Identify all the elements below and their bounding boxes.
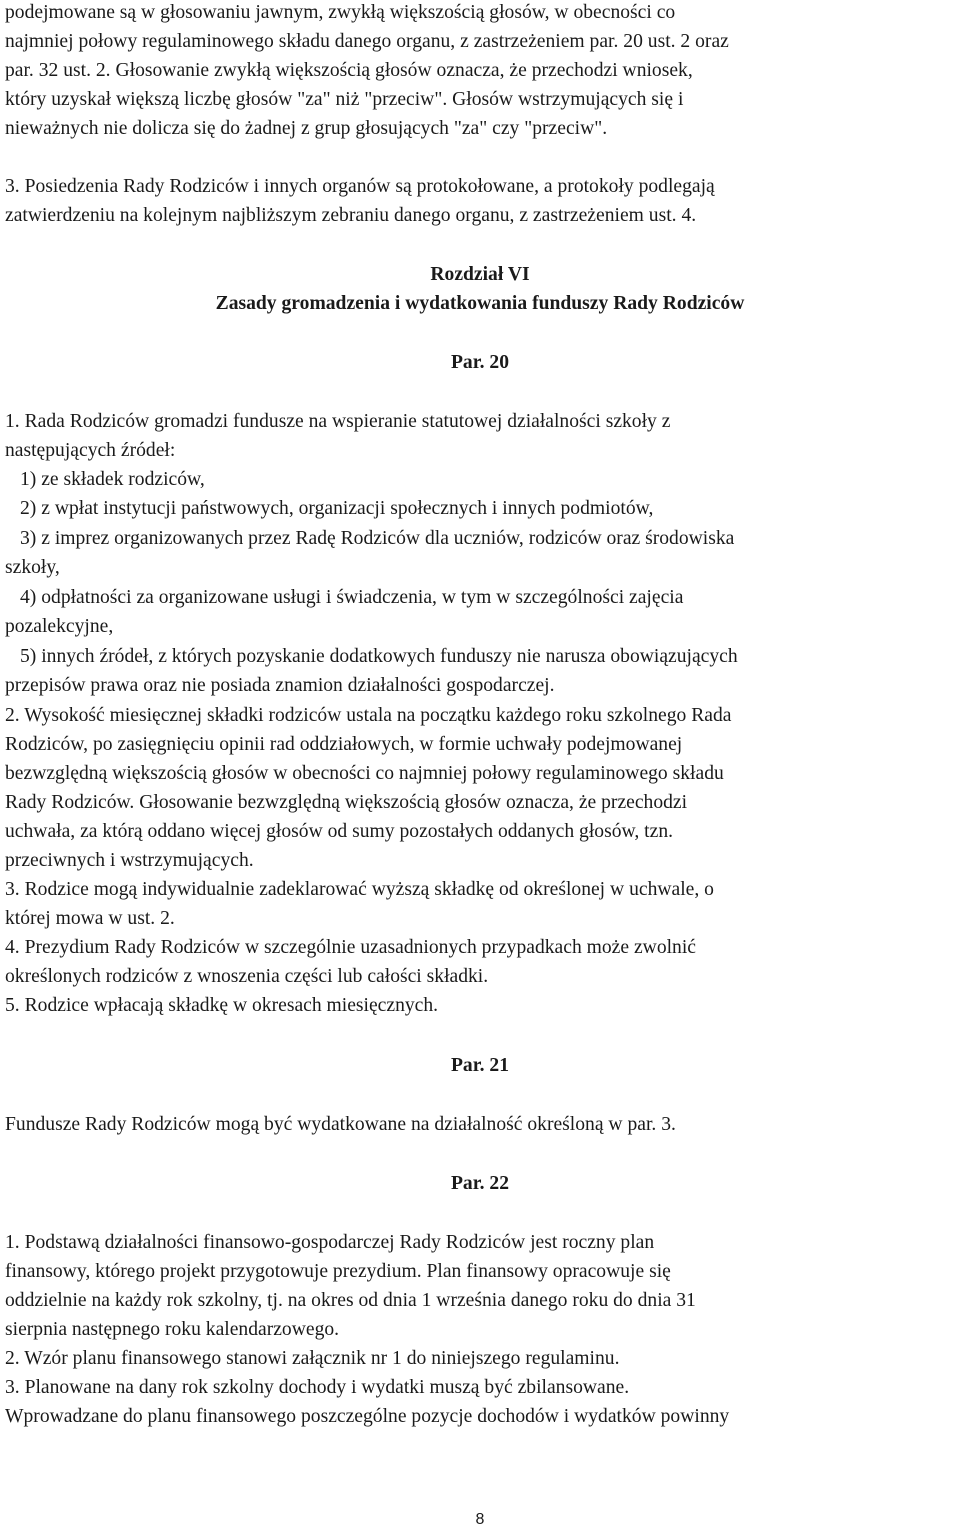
list-item: 4) odpłatności za organizowane usługi i świadczenia, w tym w szczególności zajęcia — [20, 587, 684, 608]
text-line: finansowy, którego projekt przygotowuje prezydium. Plan finansowy opracowuje się — [5, 1261, 671, 1282]
text-line: przepisów prawa oraz nie posiada znamion działalności gospodarczej. — [5, 675, 555, 696]
text-line: zatwierdzeniu na kolejnym najbliższym zebraniu danego organu, z zastrzeżeniem ust. 4. — [5, 205, 697, 226]
text-line: określonych rodziców z wnoszenia części lub całości składki. — [5, 966, 489, 987]
text-line: uchwała, za którą oddano więcej głosów od sumy pozostałych oddanych głosów, tzn. — [5, 821, 674, 842]
text-line: podejmowane są w głosowaniu jawnym, zwykłą większością głosów, w obecności co — [5, 2, 676, 23]
text-line: sierpnia następnego roku kalendarzowego. — [5, 1319, 340, 1340]
text-line: 2. Wysokość miesięcznej składki rodziców ustala na początku każdego roku szkolnego Rada — [5, 705, 732, 726]
list-item: 5) innych źródeł, z których pozyskanie dodatkowych funduszy nie narusza obowiązujących — [20, 646, 738, 667]
text-line: 4. Prezydium Rady Rodziców w szczególnie uzasadnionych przypadkach może zwolnić — [5, 937, 696, 958]
list-item: 2) z wpłat instytucji państwowych, organizacji społecznych i innych podmiotów, — [20, 498, 654, 519]
list-item: 3) z imprez organizowanych przez Radę Rodziców dla uczniów, rodziców oraz środowiska — [20, 528, 735, 549]
text-line: bezwzględną większością głosów w obecności co najmniej połowy regulaminowego składu — [5, 763, 724, 784]
section-heading-par-22: Par. 22 — [450, 1173, 510, 1194]
text-line: 2. Wzór planu finansowego stanowi załącznik nr 1 do niniejszego regulaminu. — [5, 1348, 620, 1369]
text-line: 3. Posiedzenia Rady Rodziców i innych organów są protokołowane, a protokoły podlegają — [5, 176, 715, 197]
chapter-heading: Rozdział VI — [430, 264, 530, 285]
text-line: 3. Planowane na dany rok szkolny dochody i wydatki muszą być zbilansowane. — [5, 1377, 630, 1398]
text-line: pozalekcyjne, — [5, 616, 114, 637]
section-heading-par-21: Par. 21 — [450, 1055, 510, 1076]
text-line: Wprowadzane do planu finansowego poszczególne pozycje dochodów i wydatków powinny — [5, 1406, 730, 1427]
section-heading-par-20: Par. 20 — [450, 352, 510, 373]
text-line: par. 32 ust. 2. Głosowanie zwykłą większością głosów oznacza, że przechodzi wniosek, — [5, 60, 693, 81]
text-line: 1. Rada Rodziców gromadzi fundusze na wspieranie statutowej działalności szkoły z — [5, 411, 671, 432]
text-line: oddzielnie na każdy rok szkolny, tj. na okres od dnia 1 września danego roku do dnia 31 — [5, 1290, 696, 1311]
text-line: najmniej połowy regulaminowego składu danego organu, z zastrzeżeniem par. 20 ust. 2 oraz — [5, 31, 729, 52]
page-number: 8 — [475, 1511, 485, 1528]
text-line: szkoły, — [5, 557, 60, 578]
text-line: Rodziców, po zasięgnięciu opinii rad oddziałowych, w formie uchwały podejmowanej — [5, 734, 683, 755]
text-line: Rady Rodziców. Głosowanie bezwzględną większością głosów oznacza, że przechodzi — [5, 792, 688, 813]
text-line: następujących źródeł: — [5, 440, 176, 461]
text-line: który uzyskał większą liczbę głosów "za" niż "przeciw". Głosów wstrzymujących się i — [5, 89, 684, 110]
text-line: Fundusze Rady Rodziców mogą być wydatkowane na działalność określoną w par. 3. — [5, 1114, 676, 1135]
text-line: 5. Rodzice wpłacają składkę w okresach miesięcznych. — [5, 995, 439, 1016]
list-item: 1) ze składek rodziców, — [20, 469, 205, 490]
text-line: 1. Podstawą działalności finansowo-gospodarczej Rady Rodziców jest roczny plan — [5, 1232, 655, 1253]
text-line: 3. Rodzice mogą indywidualnie zadeklarować wyższą składkę od określonej w uchwale, o — [5, 879, 714, 900]
text-line: przeciwnych i wstrzymujących. — [5, 850, 254, 871]
chapter-title: Zasady gromadzenia i wydatkowania funduszy Rady Rodziców — [215, 293, 745, 314]
text-line: nieważnych nie dolicza się do żadnej z grup głosujących "za" czy "przeciw". — [5, 118, 608, 139]
text-line: której mowa w ust. 2. — [5, 908, 175, 929]
